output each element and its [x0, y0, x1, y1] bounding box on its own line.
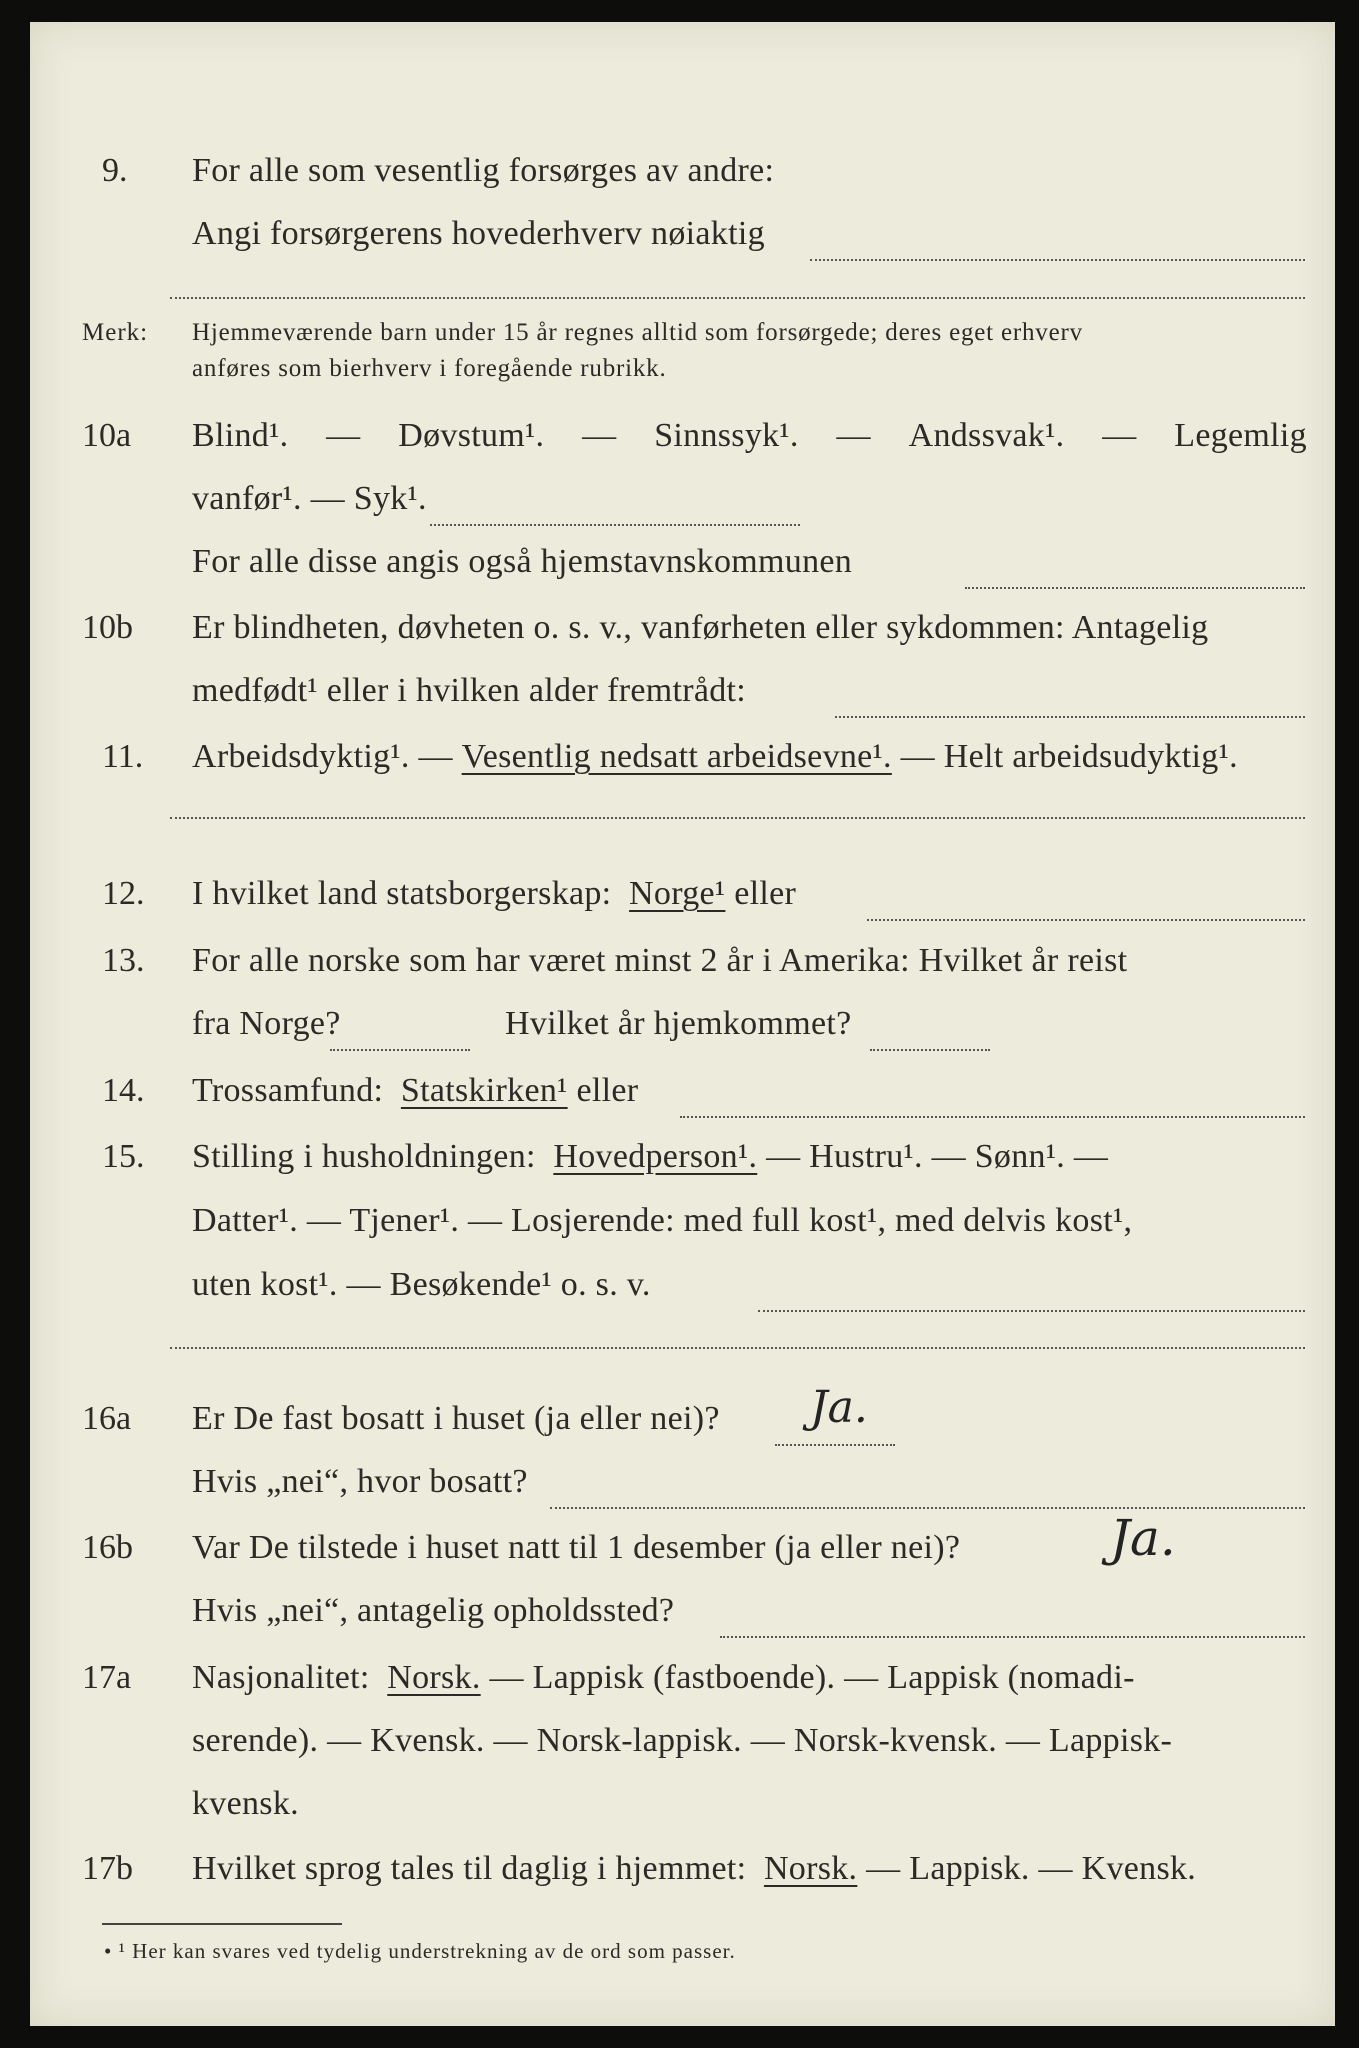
q17b-options — [192, 1850, 1196, 1888]
q16a-text: Er De fast bosatt i huset (ja eller nei)? — [192, 1400, 720, 1437]
q17a-option-norsk-underlined[interactable]: Norsk. — [387, 1659, 481, 1696]
q17a-line2 — [30, 1712, 1335, 1772]
merk-label: Merk: — [82, 319, 149, 346]
q10a-answer-field[interactable] — [430, 524, 800, 526]
merk-text-2: anføres som bierhverv i foregående rubrikk. — [192, 355, 667, 382]
q16b-handwritten-answer: Ja. — [1110, 1509, 1176, 1567]
q10b-text: Er blindheten, døvheten o. s. v., vanførheten eller sykdommen: Antagelig — [192, 609, 1209, 646]
q11-number: 11. — [102, 738, 144, 775]
q17a-text-2: serende). — Kvensk. — Norsk-lappisk. — Norsk-kvensk. — Lappisk- — [192, 1722, 1173, 1759]
q15-answer-field-2[interactable] — [170, 1347, 1305, 1349]
q10a-line2 — [30, 470, 1335, 530]
q10a-dash: — — [582, 417, 617, 454]
q14-line — [30, 1062, 1335, 1122]
q14-or: eller — [576, 1072, 639, 1109]
q15-options — [192, 1138, 1108, 1176]
q11-line — [30, 728, 1335, 788]
q17a-line1 — [30, 1649, 1335, 1709]
q13-text-2a: fra Norge? — [192, 1005, 341, 1042]
q10a-text-2: vanfør¹. — Syk¹. — [192, 480, 427, 517]
q13-line2 — [30, 995, 1335, 1055]
q10a-dash: — — [1102, 417, 1137, 454]
q15-label: Stilling i husholdningen: — [192, 1138, 536, 1175]
q10a-options — [192, 417, 1307, 455]
q17b-line — [30, 1840, 1335, 1900]
q15-option-hovedperson-underlined[interactable]: Hovedperson¹. — [553, 1138, 758, 1175]
q10a-option: Legemlig — [1174, 417, 1307, 454]
q15-line2 — [30, 1192, 1335, 1252]
q10b-line2 — [30, 662, 1335, 722]
q17b-option-norsk-underlined[interactable]: Norsk. — [763, 1850, 858, 1887]
q16a-answer-field[interactable] — [775, 1444, 895, 1446]
q16a-text-2: Hvis „nei“, hvor bosatt? — [192, 1463, 528, 1500]
q12-options — [192, 875, 796, 913]
q13-number: 13. — [102, 942, 145, 979]
q9-text-2: Angi forsørgerens hovederhverv nøiaktig — [192, 215, 765, 252]
q10a-line1 — [30, 407, 1335, 467]
q16a-handwritten-answer: Ja. — [810, 1382, 868, 1433]
footnote-rule — [102, 1923, 342, 1925]
q17a-text-3: kvensk. — [192, 1785, 299, 1822]
q12-number: 12. — [102, 875, 145, 912]
q12-answer-field[interactable] — [867, 919, 1305, 921]
q10b-text-2: medfødt¹ eller i hvilken alder fremtrådt: — [192, 672, 747, 709]
q16a-residence-field[interactable] — [550, 1507, 1305, 1509]
q15-text-2: Datter¹. — Tjener¹. — Losjerende: med full kost¹, med delvis kost¹, — [192, 1202, 1133, 1239]
q11-options — [192, 738, 1238, 776]
q14-option-statskirken-underlined[interactable]: Statskirken¹ — [400, 1072, 568, 1109]
q15-answer-field[interactable] — [758, 1310, 1305, 1312]
q15-number: 15. — [102, 1138, 145, 1175]
q12-label: I hvilket land statsborgerskap: — [192, 875, 612, 912]
q13-text-2b: Hvilket år hjemkommet? — [505, 1005, 852, 1042]
q11-option-b-underlined[interactable]: Vesentlig nedsatt arbeidsevne¹. — [461, 738, 892, 775]
q9-number: 9. — [102, 152, 128, 189]
q9-line1 — [30, 142, 1335, 202]
q10b-answer-field[interactable] — [835, 716, 1305, 718]
q10a-option: Blind¹. — [192, 417, 289, 454]
q10a-dash: — — [326, 417, 361, 454]
q16b-text-2: Hvis „nei“, antagelig opholdssted? — [192, 1592, 675, 1629]
q16b-text: Var De tilstede i huset natt til 1 desember (ja eller nei)? — [192, 1529, 961, 1566]
q13-departure-field[interactable] — [330, 1049, 470, 1051]
q10a-option: Andssvak¹. — [908, 417, 1065, 454]
q10b-number: 10b — [82, 609, 133, 646]
q10a-text-3: For alle disse angis også hjemstavnskommunen — [192, 543, 853, 580]
q10a-line3 — [30, 533, 1335, 593]
q11-option-c: — Helt arbeidsudyktig¹. — [900, 738, 1238, 775]
footnote: • ¹ Her kan svares ved tydelig understrekning av de ord som passer. — [104, 1939, 736, 1963]
q17a-options — [192, 1659, 1135, 1697]
q16b-line1 — [30, 1509, 1335, 1579]
q15-line3 — [30, 1256, 1335, 1316]
q12-or: eller — [734, 875, 797, 912]
q16a-line2 — [30, 1453, 1335, 1513]
q14-options — [192, 1072, 638, 1110]
q12-line — [30, 865, 1335, 925]
q11-answer-field[interactable] — [170, 817, 1305, 819]
q9-answer-field-2[interactable] — [170, 297, 1305, 299]
q16b-line2 — [30, 1582, 1335, 1642]
q11-option-a: Arbeidsdyktig¹. — — [192, 738, 453, 775]
q9-text: For alle som vesentlig forsørges av andre: — [192, 152, 775, 189]
q14-label: Trossamfund: — [192, 1072, 384, 1109]
q17a-option-rest: — Lappisk (fastboende). — Lappisk (nomadi- — [489, 1659, 1135, 1696]
q15-line1 — [30, 1128, 1335, 1188]
q9-answer-field[interactable] — [810, 259, 1305, 261]
q10a-dash: — — [836, 417, 871, 454]
q14-number: 14. — [102, 1072, 145, 1109]
q15-option-rest: — Hustru¹. — Sønn¹. — — [766, 1138, 1109, 1175]
q13-line1 — [30, 932, 1335, 992]
q17a-number: 17a — [82, 1659, 132, 1696]
q17b-number: 17b — [82, 1850, 133, 1887]
q10a-number: 10a — [82, 417, 132, 454]
q17a-label: Nasjonalitet: — [192, 1659, 370, 1696]
q17b-option-rest: — Lappisk. — Kvensk. — [866, 1850, 1197, 1887]
q16b-location-field[interactable] — [720, 1636, 1305, 1638]
q10a-hometown-field[interactable] — [965, 587, 1305, 589]
q17a-line3 — [30, 1775, 1335, 1835]
q13-return-field[interactable] — [870, 1049, 990, 1051]
q16b-number: 16b — [82, 1529, 133, 1566]
q10b-line1 — [30, 599, 1335, 659]
q16a-line1 — [30, 1382, 1335, 1450]
q14-answer-field[interactable] — [680, 1116, 1305, 1118]
q12-option-norge-underlined[interactable]: Norge¹ — [629, 875, 726, 912]
q15-text-3: uten kost¹. — Besøkende¹ o. s. v. — [192, 1266, 651, 1303]
merk-text-1: Hjemmeværende barn under 15 år regnes alltid som forsørgede; deres eget erhverv — [192, 319, 1083, 346]
q17b-label: Hvilket sprog tales til daglig i hjemmet: — [192, 1850, 747, 1887]
q9-line2 — [30, 205, 1335, 265]
q10a-option: Sinnssyk¹. — [654, 417, 799, 454]
q13-text: For alle norske som har været minst 2 år i Amerika: Hvilket år reist — [192, 942, 1128, 979]
q10a-option: Døvstum¹. — [398, 417, 545, 454]
q16a-number: 16a — [82, 1400, 132, 1437]
census-form-page — [30, 22, 1335, 2026]
